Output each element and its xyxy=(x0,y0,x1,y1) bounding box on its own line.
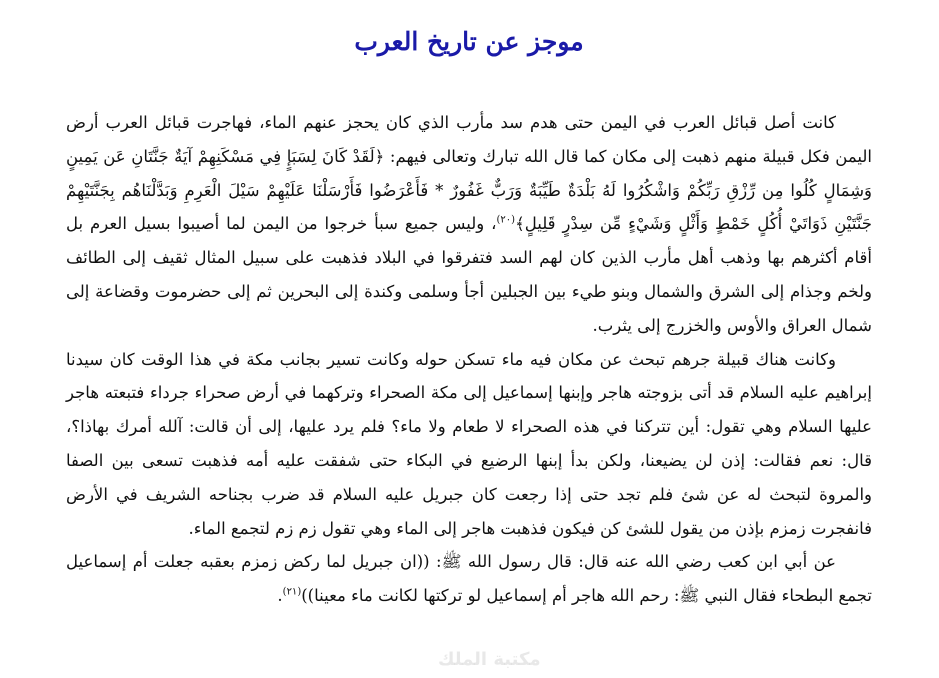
watermark: مكتبة الملك xyxy=(438,649,541,670)
paragraph-text: كانت أصل قبائل العرب في اليمن حتى هدم سد مأرب الذي كان يحجز عنهم الماء، فهاجرت قبائل العرب أرض اليمن فكل قبيلة منهم ذهبت إلى مكان كما قال الله تبارك وتعالى فيهم: ﴿لَقَدْ كَانَ لِسَبَإٍ فِي مَسْكَنِهِمْ آيَةٌ جَنَّتَانِ عَن يَمِينٍ وَشِمَالٍ كُلُوا مِن رِّزْقِ رَبِّكُمْ وَاشْكُرُوا لَهُ بَلْدَةٌ طَيِّبَةٌ وَرَبٌّ غَفُورٌ * فَأَعْرَضُوا فَأَرْسَلْنَا عَلَيْهِمْ سَيْلَ الْعَرِمِ وَبَدَّلْنَاهُم بِجَنَّتَيْهِمْ جَنَّتَيْنِ ذَوَاتَيْ أُكُلٍ خَمْطٍ وَأَثْلٍ وَشَيْءٍ مِّن سِدْرٍ قَلِيلٍ﴾ xyxy=(66,113,872,234)
body-paragraph xyxy=(66,106,872,343)
paragraph-text: . xyxy=(277,586,283,606)
body-paragraph xyxy=(66,343,872,546)
footnote-marker[interactable]: (٢٠) xyxy=(496,214,516,226)
paragraph-text: عن أبي ابن كعب رضي الله عنه قال: قال رسول الله ﷺ: ((ان جبريل لما ركض زمزم بعقبه جعلت أم إسماعيل تجمع البطحاء فقال النبي ﷺ: رحم الله هاجر أم إسماعيل لو تركتها لكانت ماء معينا)) xyxy=(66,552,872,606)
page-title: موجز عن تاريخ العرب xyxy=(354,27,584,56)
body-paragraph xyxy=(66,545,872,613)
document-page xyxy=(66,0,872,678)
document-body xyxy=(66,106,872,613)
paragraph-text: ، وليس جميع سبأ خرجوا من اليمن لما أصيبوا بسيل العرم بل أقام أكثرهم بها وذهب أهل مأرب الذين كان لهم السد فتفرقوا في البلاد فذهبت على سبيل المثال ثقيف إلى الطائف ولخم وجذام إلى الشرق والشمال وبنو طيء بين الجبلين أجأ وسلمى وكندة إلى البحرين ثم إلى حضرموت وقضاعة إلى شمال العراق والأوس والخزرج إلى يثرب. xyxy=(66,214,872,335)
footnote-marker[interactable]: (٢١) xyxy=(282,586,302,598)
paragraph-text: وكانت هناك قبيلة جرهم تبحث عن مكان فيه ماء تسكن حوله وكانت تسير بجانب مكة في هذا الوقت كان سيدنا إبراهيم عليه السلام قد أتى بزوجته هاجر وإبنها إسماعيل إلى مكة الصحراء وتركهما في أرض صحراء جرداء فتبعته هاجر عليها السلام وهي تقول: أين تتركنا في هذه الصحراء لا طعام ولا ماء؟ فلم يرد عليها، إلى أن قالت: آلله أمرك بهاذا؟، قال: نعم فقالت: إذن لن يضيعنا، ولكن بدأ إبنها الرضيع في البكاء حتى شفقت عليه أمه فذهبت تسعى بين الصفا والمروة لتبحث له عن شئ فلم تجد حتى إذا رجعت كان جبريل عليه السلام قد ضرب بجناحه الشريف في الأرض فانفجرت زمزم بإذن من يقول للشئ كن فيكون فذهبت هاجر إلى الماء وهي تقول زم زم لتجمع الماء. xyxy=(66,349,872,538)
